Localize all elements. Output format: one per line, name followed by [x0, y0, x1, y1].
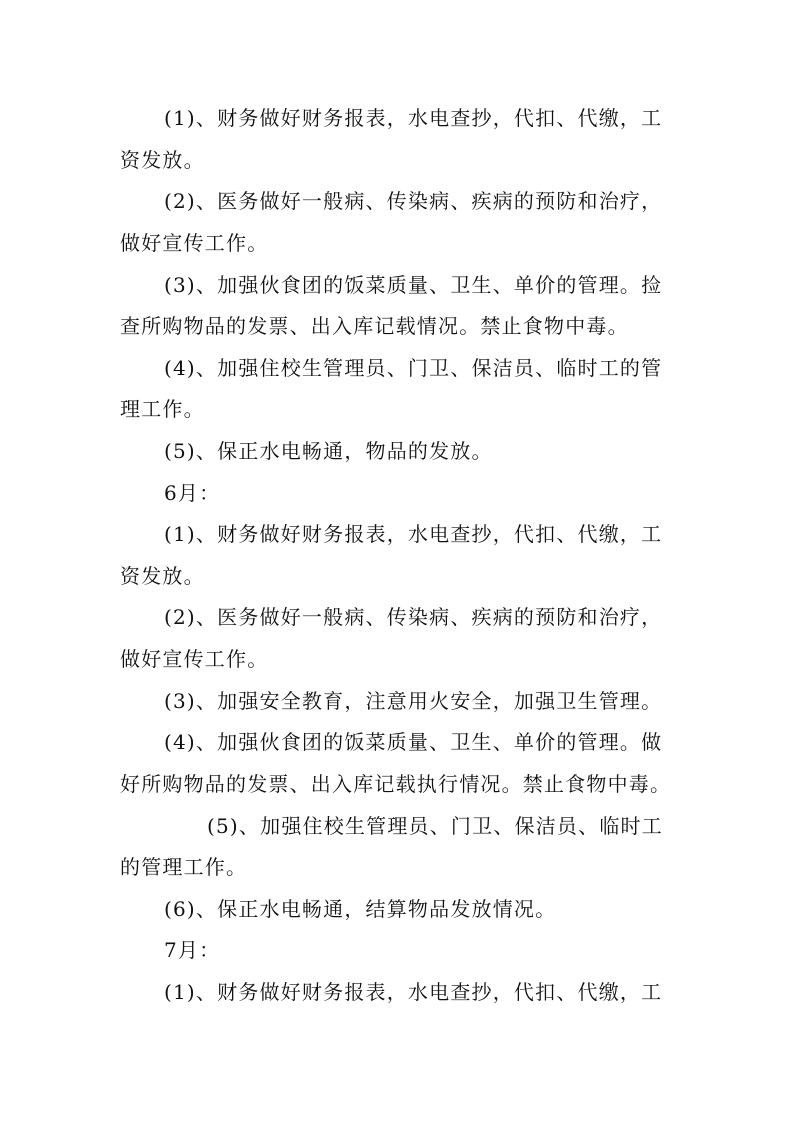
section-heading: 7月：: [164, 938, 221, 962]
text-line: (4)、加强住校生管理员、门卫、保洁员、临时工的管: [164, 356, 663, 380]
text-line: 查所购物品的发票、出入库记载情况。禁止食物中毒。: [120, 314, 629, 338]
text-line: 做好宣传工作。: [120, 231, 269, 255]
text-line: 资发放。: [120, 148, 205, 172]
text-line: (2)、医务做好一般病、传染病、疾病的预防和治疗，: [164, 189, 663, 213]
text-line: 好所购物品的发票、出入库记载执行情况。禁止食物中毒。: [120, 772, 672, 796]
text-line: (4)、加强伙食团的饭菜质量、卫生、单价的管理。做: [164, 730, 663, 754]
text-line: (5)、保正水电畅通，物品的发放。: [164, 439, 493, 463]
text-line: (1)、财务做好财务报表，水电查抄，代扣、代缴，工: [164, 106, 663, 130]
text-line: (6)、保正水电畅通，结算物品发放情况。: [164, 897, 557, 921]
text-line: (5)、加强住校生管理员、门卫、保洁员、临时工: [207, 814, 663, 838]
text-line: 资发放。: [120, 564, 205, 588]
text-line: (2)、医务做好一般病、传染病、疾病的预防和治疗，: [164, 605, 663, 629]
text-line: (1)、财务做好财务报表，水电查抄，代扣、代缴，工: [164, 980, 663, 1004]
text-line: 做好宣传工作。: [120, 647, 269, 671]
text-line: (3)、加强安全教育，注意用火安全，加强卫生管理。: [164, 689, 663, 713]
section-heading: 6月：: [164, 481, 221, 505]
text-line: 的管理工作。: [120, 855, 248, 879]
text-line: (3)、加强伙食团的饭菜质量、卫生、单价的管理。捡: [164, 273, 663, 297]
text-line: (1)、财务做好财务报表，水电查抄，代扣、代缴，工: [164, 522, 663, 546]
text-line: 理工作。: [120, 397, 205, 421]
